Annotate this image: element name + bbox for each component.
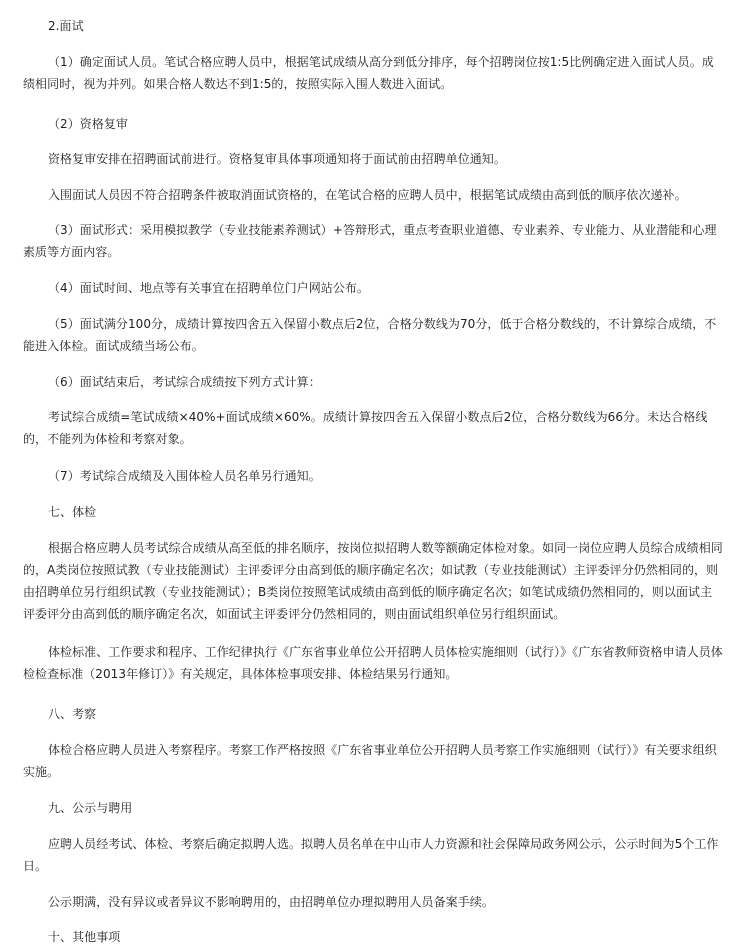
paragraph-interview-format: （3）面试形式：采用模拟教学（专业技能素养测试）+答辩形式，重点考查职业道德、专业素养、专业能力、从业潜能和心理素质等方面内容。 — [23, 223, 717, 259]
paragraph-medical-standard: 体检标准、工作要求和程序、工作纪律执行《广东省事业单位公开招聘人员体检实施细则（试行）》《广东省教师资格申请人员体检检查标准（2013年修订）》有关规定，具体体检事项安排、体检结果另行通知。 — [23, 645, 723, 681]
section-heading-inspection: 八、考察 — [48, 707, 97, 721]
paragraph-score-method: （6）面试结束后，考试综合成绩按下列方式计算： — [48, 375, 321, 389]
paragraph-interview-time: （4）面试时间、地点等有关事宜在招聘单位门户网站公布。 — [48, 281, 369, 295]
section-heading-medical: 七、体检 — [48, 505, 97, 519]
paragraph-publicity: 应聘人员经考试、体检、考察后确定拟聘人选。拟聘人员名单在中山市人力资源和社会保障局政务网公示，公示时间为5个工作日。 — [23, 837, 719, 873]
paragraph-replacement: 入围面试人员因不符合招聘条件被取消面试资格的，在笔试合格的应聘人员中，根据笔试成绩由高到低的顺序依次递补。 — [48, 188, 687, 202]
paragraph-notice: （7）考试综合成绩及入围体检人员名单另行通知。 — [48, 469, 321, 483]
paragraph-interview-score: （5）面试满分100分，成绩计算按四舍五入保留小数点后2位，合格分数线为70分，低于合格分数线的，不计算综合成绩，不能进入体检。面试成绩当场公布。 — [23, 317, 717, 353]
section-heading-interview: 2.面试 — [48, 19, 84, 33]
paragraph-medical-ranking: 根据合格应聘人员考试综合成绩从高至低的排名顺序，按岗位拟招聘人数等额确定体检对象。如同一岗位应聘人员综合成绩相同的，A类岗位按照试教（专业技能测试）主评委评分由高到低的顺序确定名次；如试教（专业技能测试）主评委评分仍然相同的，则由招聘单位另行组织试教（专业技能测试）；B类岗位按照笔试成绩由高到低的顺序确定名次；如笔试成绩仍然相同的，则以面试主评委评分由高到低的顺序确定名次，如面试主评委评分仍然相同的，则由面试组织单位另行组织面试。 — [23, 541, 723, 621]
paragraph-interview-selection: （1）确定面试人员。笔试合格应聘人员中，根据笔试成绩从高分到低分排序，每个招聘岗位按1:5比例确定进入面试人员。成绩相同时，视为并列。如果合格人数达不到1:5的，按照实际入围人数进入面试。 — [23, 55, 714, 91]
paragraph-review-schedule: 资格复审安排在招聘面试前进行。资格复审具体事项通知将于面试前由招聘单位通知。 — [48, 152, 506, 166]
paragraph-filing: 公示期满，没有异议或者异议不影响聘用的，由招聘单位办理拟聘用人员备案手续。 — [48, 895, 494, 909]
paragraph-inspection: 体检合格应聘人员进入考察程序。考察工作严格按照《广东省事业单位公开招聘人员考察工作实施细则（试行）》有关要求组织实施。 — [23, 743, 717, 779]
section-heading-other: 十、其他事项 — [48, 930, 121, 944]
section-heading-publicity: 九、公示与聘用 — [48, 801, 133, 815]
paragraph-score-formula: 考试综合成绩=笔试成绩×40%+面试成绩×60%。成绩计算按四舍五入保留小数点后2位，合格分数线为66分。未达合格线的，不能列为体检和考察对象。 — [23, 410, 708, 446]
subheading-qualification-review: （2）资格复审 — [48, 117, 128, 131]
